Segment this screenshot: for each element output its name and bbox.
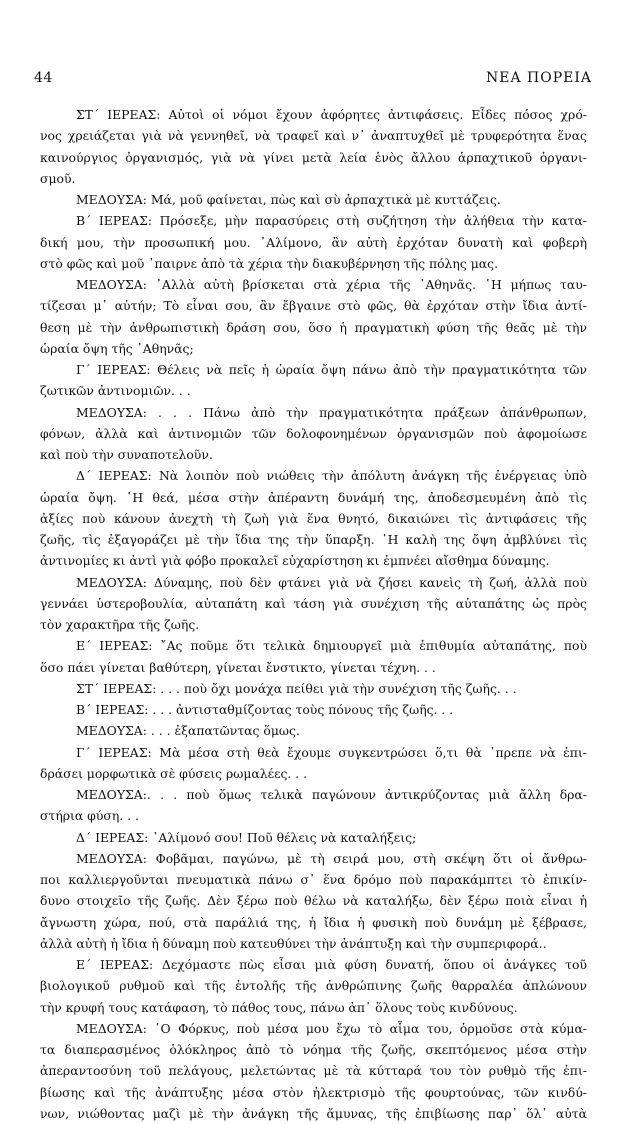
text-line: ζωῆς, τὶς ἐξαγοράζει μὲ τὴν ἴδια της τὴν ὕπαρξη. ῾Η καλὴ της ὄψη ἀμβλύνει τὶς	[40, 532, 587, 547]
text-line: ΜΕΔΟΥΣΑ: ᾿Αλλὰ αὐτὴ βρίσκεται στὰ χέρια τῆς ᾿Αθηνᾶς. ῾Η μήπως ταυ-	[76, 277, 587, 292]
text-line: καινούργιος ὀργανισμός, γιὰ νὰ γίνει μετὰ λεία ἑνὸς ἄλλου ἁρπαχτικοῦ ὀργανι-	[40, 149, 587, 165]
text-line: ΜΕΔΟΥΣΑ: . . . ἐξαπατῶντας ὅμως.	[76, 723, 300, 739]
text-line: ὡραία ὄψη τῆς ᾿Αθηνᾶς;	[40, 340, 194, 356]
text-line: γεννάει ὑστεροβουλία, αὐταπάτη καὶ τάση γιὰ συνέχιση τῆς αὐταπάτης ὡς πρὸς	[40, 595, 587, 611]
text-line: ΜΕΔΟΥΣΑ: Φοβᾶμαι, παγώνω, μὲ τὴ σειρά μου, στὴ σκέψη ὅτι οἱ ἄνθρω-	[76, 850, 587, 866]
text-line: τα διαπερασμένος ὁλόκληρος ἀπὸ τὸ νόημα τῆς ζωῆς, σκεπτόμενος μέσα στὴν	[40, 1042, 587, 1057]
text-line: ΜΕΔΟΥΣΑ:. . . ποὺ ὅμως τελικὰ παγώνουν ἀντικρύζοντας μιὰ ἄλλη δρα-	[76, 787, 587, 802]
text-line: βίωσης καὶ τῆς ἀνάπτυξης μέσα στὸν ἠλεκτρισμὸ τῆς φουρτούνας, τῶν κινδύ-	[40, 1084, 587, 1100]
text-line: Γ΄ ΙΕΡΕΑΣ: Μὰ μέσα στὴ θεὰ ἔχουμε συγκεντρώσει ὅ,τι θὰ ᾿πρεπε νὰ ἐπι-	[76, 744, 587, 760]
text-line: ἀπεραντοσύνη τοῦ πελάγους, μελετώντας μὲ τὰ κύτταρά του τὸν ρυθμὸ τῆς ἐπι-	[40, 1063, 587, 1079]
text-line: ΜΕΔΟΥΣΑ: Δύναμης, ποὺ δὲν φτάνει γιὰ νὰ ζήσει κανεὶς τὴ ζωή, ἀλλὰ ποὺ	[76, 574, 587, 590]
text-line: ἄγνωστη χώρα, πού, στὰ παράλιά της, ἡ ἴδια ἡ φυσικὴ ποὺ δυνάμη μὲ ξέβρασε,	[40, 914, 587, 930]
text-line: δράσει μορφωτικὰ σὲ φύσεις ρωμαλέες. . .	[40, 765, 308, 781]
journal-title: ΝΕΑ ΠΟΡΕΙΑ	[486, 70, 592, 86]
text-line: ἀλλὰ αὐτὴ ἡ ἴδια ἡ δύναμη ποὺ κατευθύνει τὴν ἀνάπτυξη καὶ τὴν συμπεριφορά..	[40, 935, 547, 951]
text-line: Δ΄ ΙΕΡΕΑΣ: ᾿Αλίμονό σου! Ποῦ θέλεις νὰ καταλήξεις;	[76, 829, 417, 845]
text-line: θεση μὲ τὴν ἀνθρωπιστικὴ δράση σου, ὅσο ἡ πραγματικὴ φύση τῆς θεᾶς μὲ τὴν	[40, 319, 587, 335]
text-line: Γ΄ ΙΕΡΕΑΣ: Θέλεις νὰ πεῖς ἡ ὡραία ὄψη πάνω ἀπὸ τὴν πραγματικότητα τῶν	[76, 362, 587, 377]
text-line: ΜΕΔΟΥΣΑ: Μά, μοῦ φαίνεται, πὼς καὶ σὺ ἁρπαχτικὰ μὲ κυττάζεις.	[76, 192, 501, 207]
text-line: ποι καλλιεργοῦνται πνευματικὰ πάνω σ᾿ ἕνα δρόμο ποὺ παρακάμπτει τὸ ἐπικίν-	[40, 872, 587, 887]
text-line: στὸ φῶς καὶ μοῦ ᾿παιρνε ἀπὸ τὰ χέρια τὴν διακυβέρνηση τῆς πόλης μας.	[40, 255, 499, 271]
text-line: Ε΄ ΙΕΡΕΑΣ: Δεχόμαστε πὼς εἶσαι μιὰ φύση δυνατή, ὅπου οἱ ἀνάγκες τοῦ	[76, 957, 587, 972]
text-line: ὡραία ὄψη. ῾Η θεά, μέσα στὴν ἀπέραντη δυνάμή της, ἀποδεσμευμένη ἀπὸ τὶς	[40, 489, 587, 505]
text-line: Β΄ ΙΕΡΕΑΣ: . . . ἀντισταθμίζοντας τοὺς πόνους τῆς ζωῆς. . .	[76, 702, 454, 717]
text-line: τὴν κρυφή τους κατάφαση, τὸ πάθος τους, πάνω ἀπ᾿ ὅλους τοὺς κινδύνους.	[40, 999, 518, 1015]
text-line: ἀξίες ποὺ κάνουν ἀνεχτὴ τὴ ζωὴ γιὰ ἕνα θνητό, δικαιώνει τὶς ἀντιφάσεις τῆς	[40, 510, 587, 526]
text-line: Δ΄ ΙΕΡΕΑΣ: Νὰ λοιπὸν ποὺ νιώθεις τὴν ἀπόλυτη ἀνάγκη τῆς ἐνέργειας ὑπὸ	[76, 468, 587, 484]
text-line: ΜΕΔΟΥΣΑ: . . . Πάνω ἀπὸ τὴν πραγματικότητα πράξεων ἀπάνθρωπων,	[76, 404, 587, 420]
text-line: ΣΤ΄ ΙΕΡΕΑΣ: . . . ποὺ ὄχι μονάχα πείθει γιὰ τὴν συνέχιση τῆς ζωῆς. . .	[76, 680, 517, 696]
text-line: ἀντινομίες κι ἀντὶ γιὰ φόβο προκαλεῖ εὐχαρίστηση κι ἐμπνέει αἴσθημα δύναμης.	[40, 553, 550, 569]
text-line: ὅσο πάει γίνεται βαθύτερη, γίνεται ἔνστικτο, γίνεται τέχνη. . .	[40, 659, 436, 675]
text-line: φόνων, ἀλλὰ καὶ ἀντινομιῶν τῶν δολοφονημένων ὀργανισμῶν ποὺ ἀφομοίωσε	[40, 425, 587, 441]
text-line: σμοῦ.	[40, 170, 76, 186]
text-line: δυνο στοιχεῖο τῆς ζωῆς. Δὲν ξέρω ποὺ θέλω νὰ καταλήξω, δὲν ξέρω ποιὰ εἶναι ἡ	[40, 893, 587, 909]
text-line: βιολογικοῦ ρυθμοῦ καὶ τῆς ἐντολῆς τῆς ἀνθρώπινης ζωῆς θαρραλέα ἁπλώνουν	[40, 978, 587, 994]
text-line: ΣΤ΄ ΙΕΡΕΑΣ: Αὐτοὶ οἱ νόμοι ἔχουν ἀφόρητες ἀντιφάσεις. Εἶδες πόσος χρό-	[76, 107, 587, 122]
dialogue-body	[40, 104, 587, 1124]
text-line: τίζεσαι μ᾿ αὐτήν; Τὸ εἶναι σου, ἂν ἔβγαινε στὸ φῶς, θὰ ἐρχόταν στὴν ἴδια ἀντί-	[40, 298, 587, 314]
text-line: ζωτικῶν ἀντινομιῶν. . .	[40, 383, 191, 399]
text-line: νων, νιώθοντας μαζὶ μὲ τὴν ἀνάγκη τῆς ἄμυνας, τῆς ἐπιβίωσης παρ᾿ ὅλ᾿ αὐτὰ	[40, 1105, 587, 1121]
text-line: ΜΕΔΟΥΣΑ: ῾Ο Φόρκυς, ποὺ μέσα μου ἔχω τὸ αἷμα του, ὁρμοῦσε στὰ κύμα-	[76, 1020, 587, 1036]
text-line: τὸν χαρακτῆρα τῆς ζωῆς.	[40, 617, 200, 632]
text-line: στήρια φύση. . .	[40, 808, 139, 824]
text-line: Β΄ ΙΕΡΕΑΣ: Πρόσεξε, μὴν παρασύρεις στὴ συζήτηση τὴν ἀλήθεια τὴν κατα-	[76, 213, 587, 229]
page-number: 44	[34, 70, 53, 86]
text-line: νος χρειάζεται γιὰ νὰ γεννηθεῖ, νὰ τραφεῖ καὶ ν᾿ ἀναπτυχθεῖ μὲ τρυφερότητα ἕνας	[40, 128, 587, 144]
text-line: Ε΄ ΙΕΡΕΑΣ: ῎Ας ποῦμε ὅτι τελικὰ δημιουργεῖ μιὰ ἐπιθυμία αὐταπάτης, ποὺ	[76, 638, 587, 654]
text-line: καὶ ποὺ τὴν συναποτελοῦν.	[40, 447, 213, 462]
running-header	[34, 70, 592, 90]
text-line: δική μου, τὴν προσωπική μου. ᾿Αλίμονο, ἂν αὐτὴ ἐρχόταν δυνατὴ καὶ φοβερὴ	[40, 234, 587, 250]
